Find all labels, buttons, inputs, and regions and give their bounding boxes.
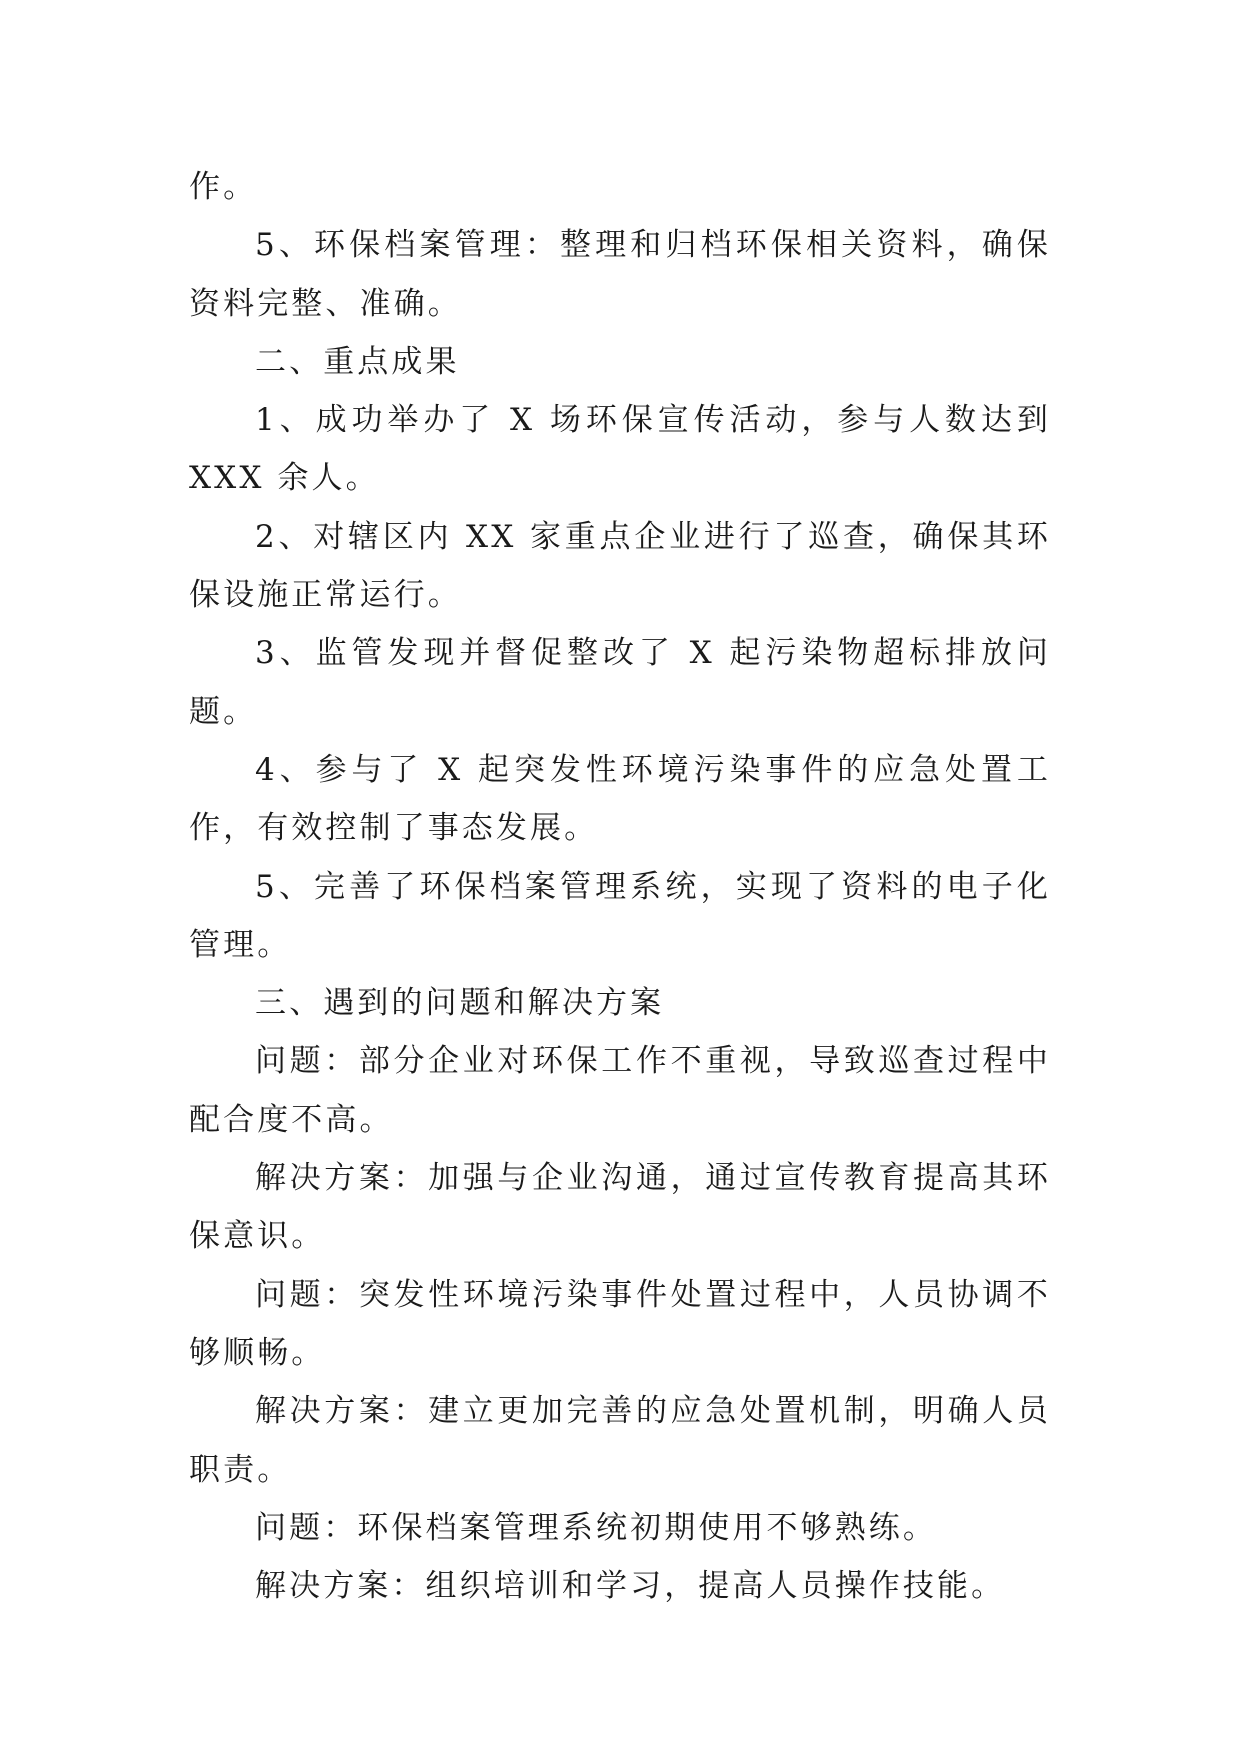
paragraph-result-4: 4、参与了 X 起突发性环境污染事件的应急处置工作，有效控制了事态发展。 <box>189 751 1051 847</box>
paragraph-item-5-archive-management: 5、环保档案管理：整理和归档环保相关资料，确保资料完整、准确。 <box>189 227 1051 322</box>
paragraph-problem-1: 问题：部分企业对环保工作不重视，导致巡查过程中配合度不高。 <box>189 1043 1051 1138</box>
paragraph-result-1: 1、成功举办了 X 场环保宣传活动，参与人数达到 XXX 余人。 <box>189 402 1051 497</box>
paragraph-solution-1: 解决方案：加强与企业沟通，通过宣传教育提高其环保意识。 <box>189 1160 1051 1255</box>
paragraph-solution-2: 解决方案：建立更加完善的应急处置机制，明确人员职责。 <box>189 1393 1051 1488</box>
paragraph-problem-3: 问题：环保档案管理系统初期使用不够熟练。 <box>255 1509 937 1546</box>
paragraph-problem-2: 问题：突发性环境污染事件处置过程中，人员协调不够顺畅。 <box>189 1276 1051 1371</box>
paragraph-result-5: 5、完善了环保档案管理系统，实现了资料的电子化管理。 <box>189 868 1051 963</box>
document-body <box>189 158 1051 1615</box>
paragraph-continuation: 作。 <box>189 169 258 205</box>
paragraph-result-2: 2、对辖区内 XX 家重点企业进行了巡查，确保其环保设施正常运行。 <box>189 518 1051 614</box>
section-heading-key-results: 二、重点成果 <box>255 343 460 380</box>
section-heading-problems-solutions: 三、遇到的问题和解决方案 <box>255 985 665 1022</box>
paragraph-result-3: 3、监管发现并督促整改了 X 起污染物超标排放问题。 <box>189 635 1051 730</box>
paragraph-solution-3: 解决方案：组织培训和学习，提高人员操作技能。 <box>255 1568 1006 1605</box>
